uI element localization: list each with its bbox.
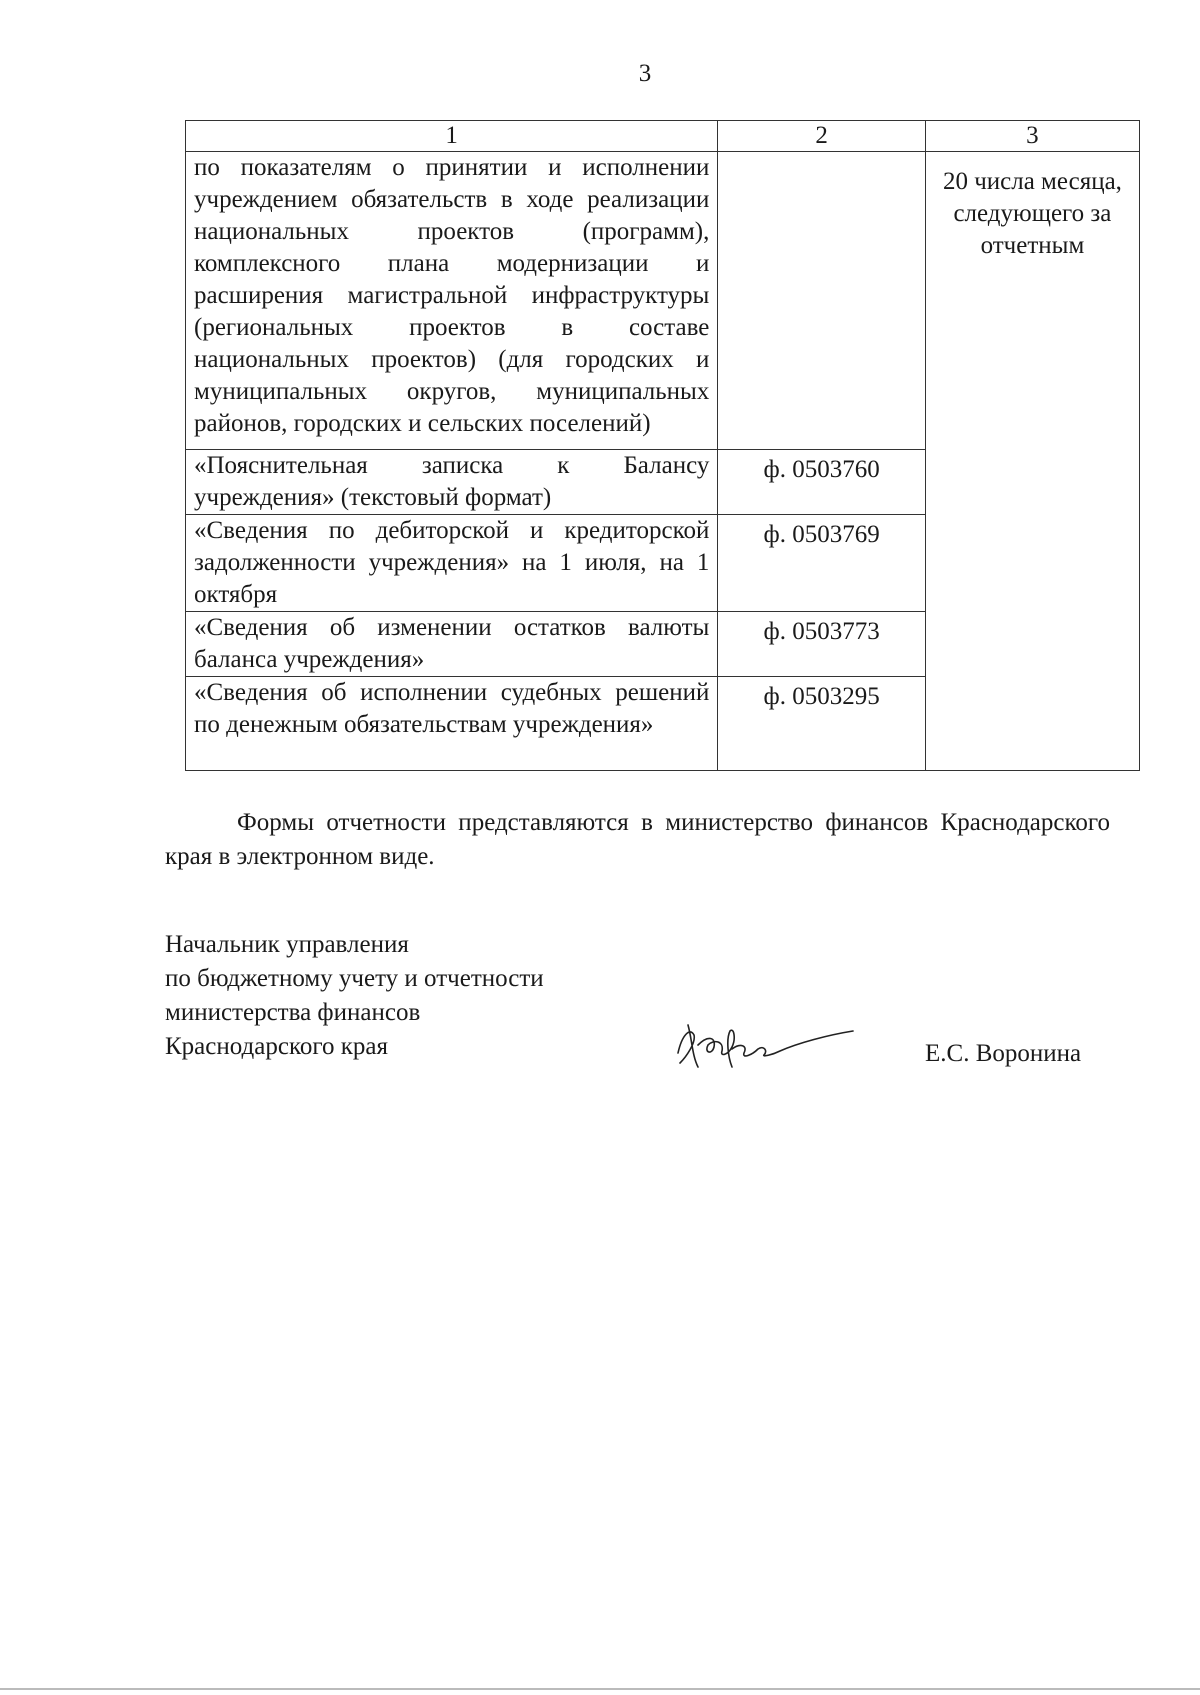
signatory-title-line: по бюджетному учету и отчетности [165,965,544,992]
signatory-title [165,928,544,1064]
row-description: «Сведения по дебиторской и кредиторской задолженности учреждения» на 1 июля, на 1 октября [186,515,718,612]
reporting-forms-table [185,120,1140,771]
signatory-title-line: Краснодарского края [165,1033,388,1060]
row-description: «Пояснительная записка к Балансу учреждения» (текстовый формат) [186,450,718,515]
row-form-number: ф. 0503760 [718,450,926,515]
column-header-2: 2 [718,121,926,152]
signatory-name: Е.С. Воронина [925,1040,1082,1067]
row-description: по показателям о принятии и исполнении учреждением обязательств в ходе реализации национальных проектов (программ), комплексного плана модернизации и расширения магистральной инфраструктуры (региональных проектов в составе национальных проектов) (для городских и муниципальных округов, муниципальных районов, городских и сельских поселений) [186,152,718,450]
table-header-row [186,121,1140,152]
column-header-3: 3 [925,121,1139,152]
row-description: «Сведения об изменении остатков валюты баланса учреждения» [186,612,718,677]
page-number: 3 [638,60,652,87]
row-form-number: ф. 0503769 [718,515,926,612]
page-bottom-edge [0,1688,1200,1690]
row-form-number [718,152,926,450]
handwritten-signature [668,1005,858,1075]
submission-note: Формы отчетности представляются в министерство финансов Краснодарского края в электронном виде. [165,809,1110,870]
column-header-1: 1 [186,121,718,152]
row-form-number: ф. 0503773 [718,612,926,677]
row-description: «Сведения об исполнении судебных решений по денежным обязательствам учреждения» [186,677,718,771]
signatory-title-line: министерства финансов [165,999,421,1026]
deadline-cell: 20 числа месяца, следующего за отчетным [925,152,1139,771]
table-row [186,152,1140,450]
row-form-number: ф. 0503295 [718,677,926,771]
signatory-title-line: Начальник управления [165,931,409,958]
